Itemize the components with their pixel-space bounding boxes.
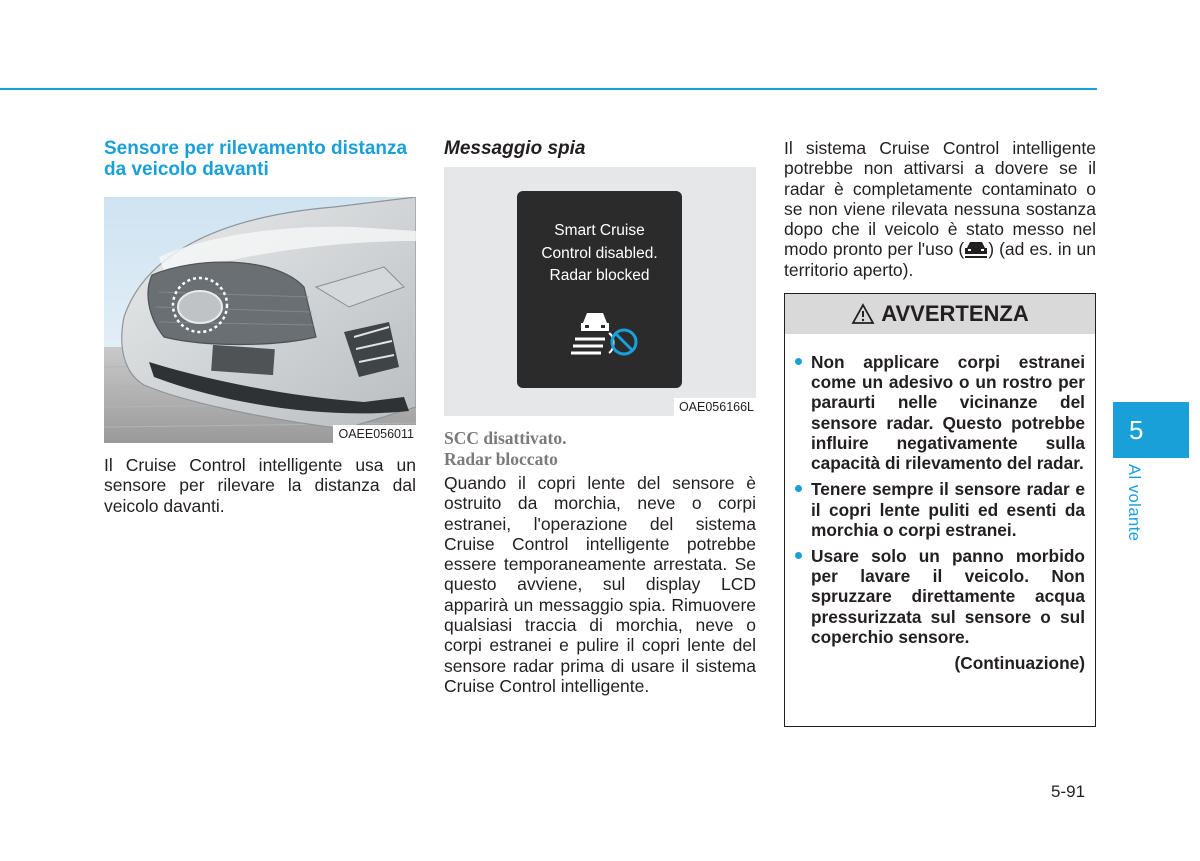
lcd-line: Radar blocked <box>549 267 650 284</box>
warning-box <box>784 293 1096 727</box>
body-paragraph: Quando il copri lente del sensore è ostruito da morchia, neve o corpi estranei, l'operazione del sistema Cruise Control intelligente potrebbe essere temporaneamente arrestata. Se questo avviene, sul display LCD apparirà un messaggio spia. Rimuovere qualsiasi traccia di morchia, neve o corpi estranei e pulire il copri lente del sensore radar prima di usare il sistema Cruise Control intelligente. <box>444 473 756 696</box>
intro-text: Il sistema Cruise Control intelligente potrebbe non attivarsi a dovere se il radar è completamente contaminato o se non viene rilevata nessuna sostanza dopo che il veicolo è stato messo nel modo pronto per l'uso ( <box>784 138 1096 260</box>
lcd-line: Smart Cruise <box>554 222 645 239</box>
column-middle <box>444 138 756 696</box>
warning-item-text: Non applicare corpi estranei come un adesivo o un rostro per paraurti nelle vicinanze del sensore radar. Questo potrebbe influire negativamente sulla capacità di rilevamento del radar. <box>811 352 1085 474</box>
chapter-tab[interactable] <box>1113 402 1189 458</box>
bullet-icon <box>795 485 802 492</box>
car-ready-icon <box>964 240 988 258</box>
caption-line: Radar bloccato <box>444 448 558 469</box>
warning-triangle-icon <box>851 303 875 325</box>
warning-list <box>785 334 1095 647</box>
column-left <box>104 138 416 516</box>
continued-label: (Continuazione) <box>954 652 1085 673</box>
caption-line: SCC disattivato. <box>444 428 567 448</box>
figure-code: OAE056166L <box>674 398 756 416</box>
bullet-icon <box>795 552 802 559</box>
intro-text: ) (ad es. in un territorio aperto). <box>784 239 1096 280</box>
warning-item <box>795 479 1085 540</box>
body-paragraph: Il Cruise Control intelligente usa un sensore per rilevare la distanza dal veicolo davanti. <box>104 455 416 516</box>
warning-item-text: Tenere sempre il sensore radar e il copri lente puliti ed esenti da morchia o corpi estranei. <box>811 479 1085 540</box>
bullet-icon <box>795 358 802 365</box>
intro-paragraph <box>784 138 1096 280</box>
chapter-label: Al volante <box>1125 464 1143 542</box>
chapter-number: 5 <box>1129 414 1144 445</box>
radar-blocked-icon <box>571 307 641 359</box>
lcd-line: Control disabled. <box>541 244 658 262</box>
subsection-title: Messaggio spia <box>444 138 586 159</box>
header-rule <box>0 88 1097 90</box>
warning-item <box>795 352 1085 473</box>
lcd-caption <box>444 428 756 469</box>
page-number: 5-91 <box>1051 782 1086 801</box>
lcd-display <box>517 191 682 388</box>
car-radar-figure <box>104 197 416 443</box>
warning-item-text: Usare solo un panno morbido per lavare il veicolo. Non spruzzare direttamente acqua pressurizzata sul sensore o sul coperchio sensore. <box>811 545 1085 647</box>
car-front-illustration <box>104 197 416 443</box>
figure-code: OAEE056011 <box>333 425 416 443</box>
warning-header <box>785 294 1095 334</box>
lcd-message-figure <box>444 167 756 416</box>
section-title: Sensore per rilevamento distanza da veicolo davanti <box>104 138 408 180</box>
warning-item <box>795 546 1085 647</box>
column-right <box>784 138 1096 727</box>
warning-heading: AVVERTENZA <box>881 301 1029 327</box>
